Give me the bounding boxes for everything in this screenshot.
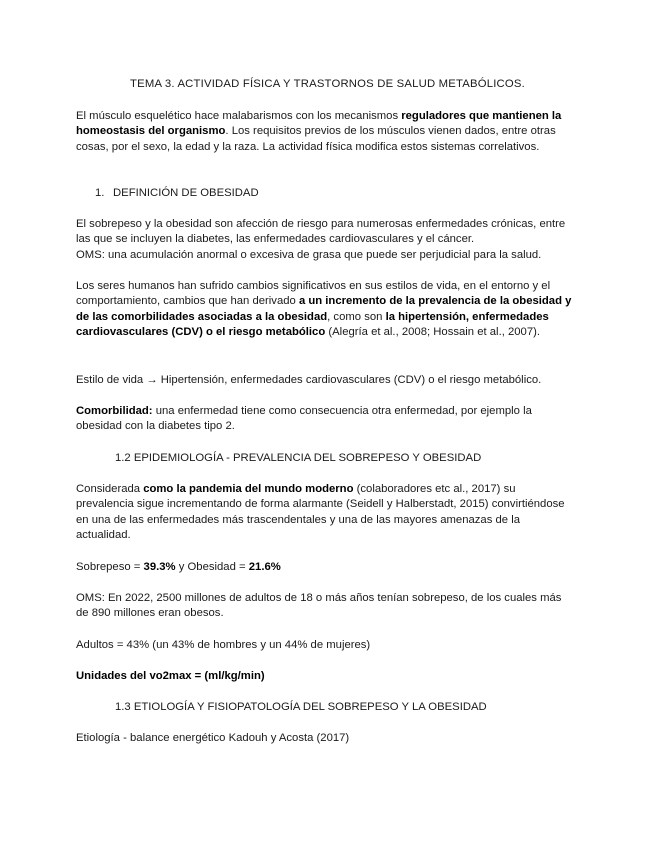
comorbilidad-text: una enfermedad tiene como consecuencia otra enfermedad, por ejemplo la obesidad con la diabetes tipo 2. — [76, 405, 532, 433]
etiologia-paragraph: Etiología - balance energético Kadouh y Acosta (2017) — [76, 732, 350, 744]
considerada-paragraph — [76, 482, 576, 544]
seres-humanos-paragraph — [76, 279, 576, 341]
section-1-3-heading: 1.3 ETIOLOGÍA Y FISIOPATOLOGÍA DEL SOBREPESO Y LA OBESIDAD — [115, 701, 487, 713]
sobrepeso-line-1: El sobrepeso y la obesidad son afección de riesgo para numerosas enfermedades crónicas, entre las que se incluyen la diabetes, las enfermedades cardiovasculares y el cáncer. — [76, 218, 566, 246]
considerada-bold-1: como la pandemia del mundo moderno — [143, 483, 354, 495]
comorbilidad-paragraph — [76, 404, 576, 435]
seres-text-1: Los seres humanos han sufrido cambios significativos en sus estilos de vida, en el entorno y el comportamiento, cambios que han derivado — [76, 280, 551, 308]
intro-text-2: . Los requisitos previos de los músculos vienen dados, entre otras cosas, por el sexo, la edad y la raza. La actividad física modifica estos sistemas correlativos. — [76, 125, 556, 153]
seres-text-3: (Alegría et al., 2008; Hossain et al., 2007). — [325, 326, 541, 339]
section-1-title: DEFINICIÓN DE OBESIDAD — [113, 187, 259, 199]
stats-text-2: y Obesidad = — [175, 561, 249, 573]
estilo-vida-paragraph: Estilo de vida → Hipertensión, enfermedades cardiovasculares (CDV) o el riesgo metabólico. — [76, 374, 542, 386]
seres-text-2: , como son — [327, 310, 386, 323]
section-1-2-heading: 1.2 EPIDEMIOLOGÍA - PREVALENCIA DEL SOBREPESO Y OBESIDAD — [115, 452, 482, 464]
adultos-paragraph: Adultos = 43% (un 43% de hombres y un 44% de mujeres) — [76, 639, 371, 651]
stats-bold-2: 21.6% — [248, 561, 281, 573]
intro-bold-1: reguladores que mantienen la homeostasis del organismo — [76, 110, 562, 138]
sobrepeso-stats-paragraph — [76, 560, 576, 575]
vo2max-paragraph — [76, 669, 576, 684]
sobrepeso-paragraph — [76, 217, 576, 263]
considerada-text-1: Considerada — [76, 483, 144, 495]
comorbilidad-label: Comorbilidad: — [76, 405, 153, 417]
section-1-number: 1. — [95, 187, 105, 199]
sobrepeso-line-2: OMS: una acumulación anormal o excesiva de grasa que puede ser perjudicial para la salud. — [76, 248, 542, 261]
intro-text-1: El músculo esquelético hace malabarismos con los mecanismos — [76, 110, 402, 122]
oms-2022-paragraph: OMS: En 2022, 2500 millones de adultos de 18 o más años tenían sobrepeso, de los cuales más de 890 millones eran obesos. — [76, 592, 562, 620]
intro-paragraph — [76, 109, 576, 155]
seres-bold-2: la hipertensión, enfermedades cardiovasculares (CDV) o el riesgo metabólico — [76, 310, 549, 339]
seres-bold-1: a un incremento de la prevalencia de la obesidad y de las comorbilidades asociadas a la obesidad — [76, 295, 572, 323]
stats-bold-1: 39.3% — [143, 561, 176, 573]
considerada-text-2: (colaboradores etc al., 2017) su prevalencia sigue incrementando de forma alarmante (Seidell y Halberstadt, 2015) convirtiéndose en una de las enfermedades más trascendentales y una de las mayores amenazas de la actualidad. — [76, 483, 565, 542]
stats-text-1: Sobrepeso = — [76, 561, 144, 573]
section-1-heading — [95, 186, 259, 201]
vo2max-text: Unidades del vo2max = (ml/kg/min) — [76, 670, 265, 682]
document-title: TEMA 3. ACTIVIDAD FÍSICA Y TRASTORNOS DE SALUD METABÓLICOS. — [130, 78, 525, 90]
